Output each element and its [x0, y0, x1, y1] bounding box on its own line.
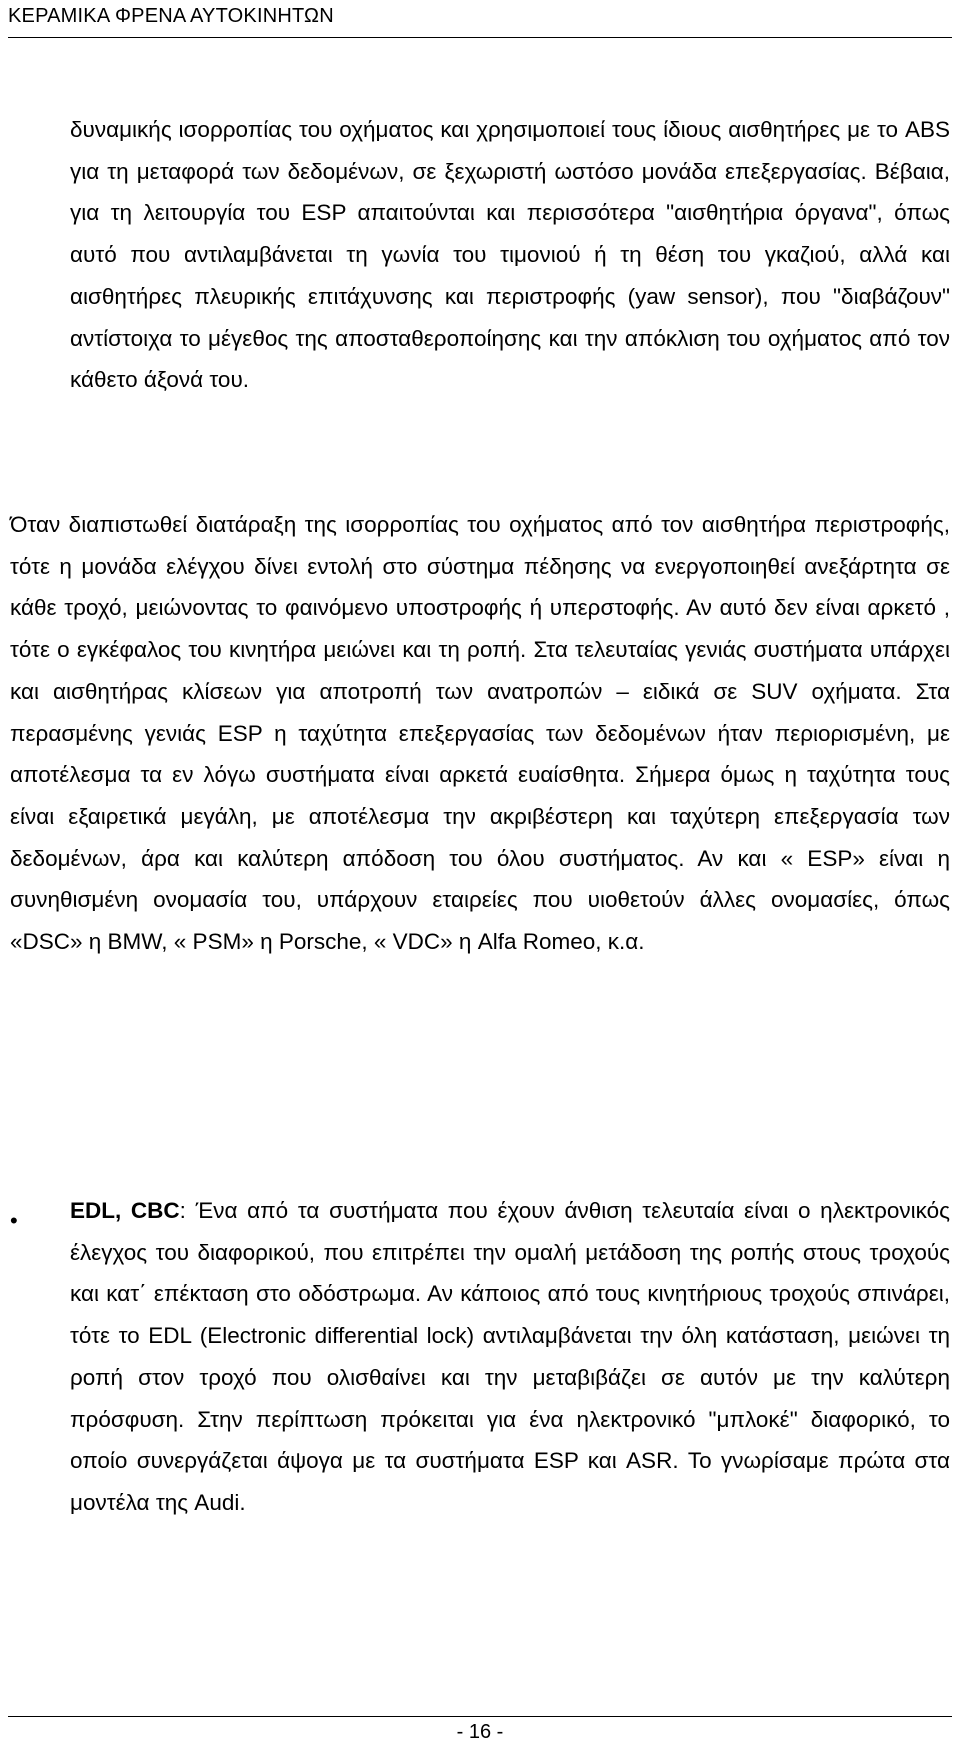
- page-number: - 16 -: [456, 1721, 504, 1743]
- footer-rule: [8, 1716, 952, 1717]
- paragraph-1: δυναμικής ισορροπίας του οχήματος και χρησιμοποιεί τους ίδιους αισθητήρες με το ABS για τη μεταφορά των δεδομένων, σε ξεχωριστή ωστόσο μονάδα επεξεργασίας. Βέβαια, για τη λειτουργία του ESP απαιτούνται και περισσότερα "αισθητήρια όργανα", όπως αυτό που αντιλαμβάνεται τη γωνία του τιμονιού ή τη θέση του γκαζιού, αλλά και αισθητήρες πλευρικής επιτάχυνσης και περιστροφής (yaw sensor), που "διαβάζουν" αντίστοιχα το μέγεθος της αποσταθεροποίησης και την απόκλιση του οχήματος από τον κάθετο άξονά του.: [70, 117, 950, 393]
- page-header: [8, 0, 952, 38]
- bullet-marker: •: [10, 1208, 18, 1233]
- bullet-term: EDL, CBC: [70, 1198, 180, 1223]
- header-title: ΚΕΡΑΜΙΚΑ ΦΡΕΝΑ ΑΥΤΟΚΙΝΗΤΩΝ: [8, 5, 334, 27]
- paragraph-2: Όταν διαπιστωθεί διατάραξη της ισορροπίας του οχήματος από τον αισθητήρα περιστροφής, τότε η μονάδα ελέγχου δίνει εντολή στο σύστημα πέδησης να ενεργοποιηθεί ανεξάρτητα σε κάθε τροχό, μειώνοντας το φαινόμενο υποστροφής ή υπερστοφής. Αν αυτό δεν είναι αρκετό , τότε ο εγκέφαλος του κινητήρα μειώνει και τη ροπή. Στα τελευταίας γενιάς συστήματα υπάρχει και αισθητήρας κλίσεων για αποτροπή των ανατροπών – ειδικά σε SUV οχήματα. Στα περασμένης γενιάς ESP η ταχύτητα επεξεργασίας των δεδομένων ήταν περιορισμένη, με αποτέλεσμα τα εν λόγω συστήματα είναι αρκετά ευαίσθητα. Σήμερα όμως η ταχύτητα τους είναι εξαιρετικά μεγάλη, με αποτέλεσμα την ακριβέστερη και ταχύτερη επεξεργασία των δεδομένων, άρα και καλύτερη απόδοση του όλου συστήματος. Αν και « ESP» είναι η συνηθισμένη ονομασία του, υπάρχουν εταιρείες που υιοθετούν άλλες ονομασίες, όπως «DSC» η BMW, « PSM» η Porsche, « VDC» η Alfa Romeo, κ.α.: [10, 512, 950, 955]
- bullet-text: [70, 1190, 950, 1524]
- bullet-description: : Ένα από τα συστήματα που έχουν άνθιση τελευταία είναι ο ηλεκτρονικός έλεγχος του διαφορικού, που επιτρέπει την ομαλή μετάδοση της ροπής στους τροχούς και κατ΄ επέκταση στο οδόστρωμα. Αν κάποιος από τους κινητήριους τροχούς σπινάρει, τότε το EDL (Electronic differential lock) αντιλαμβάνεται την όλη κατάσταση, μειώνει τη ροπή στον τροχό που ολισθαίνει και την μεταβιβάζει σε αυτόν με την καλύτερη πρόσφυση. Στην περίπτωση πρόκειται για ένα ηλεκτρονικό "μπλοκέ" διαφορικό, το οποίο συνεργάζεται άψογα με τα συστήματα ESP και ASR. Το γνωρίσαμε πρώτα στα μοντέλα της Audi.: [70, 1198, 951, 1515]
- header-rule: [8, 37, 952, 38]
